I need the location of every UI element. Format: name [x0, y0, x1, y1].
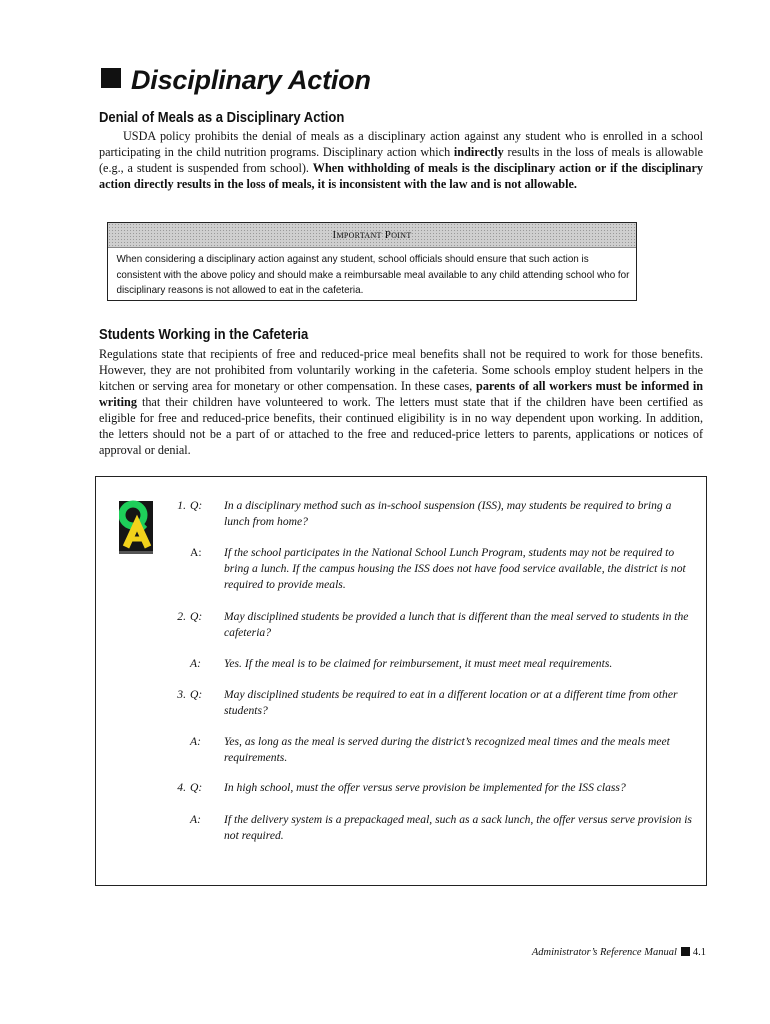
denial-of-meals-paragraph: USDA policy prohibits the denial of meals as a disciplinary action against any student who is enrolled in a school participating in the child nutrition programs. Disciplinary action which indirectly results in the loss of meals is allowable (e.g., a student is suspended from school). When withholding of meals is the disciplinary action or if the disciplinary action directly results in the loss of meals, it is inconsistent with the law and is not allowable.: [99, 129, 703, 191]
important-point-text: When considering a disciplinary action against any student, school officials should ensure that such action is consistent with the above policy and should make a reimbursable meal available to any child attending school who for disciplinary reasons is not allowed to eat in the cafeteria.: [116, 253, 630, 296]
page-footer: Administrator’s Reference Manual 4.1: [531, 947, 706, 958]
important-point-box: [107, 222, 637, 301]
students-working-paragraph: Regulations state that recipients of free and reduced-price meal benefits shall not be required to work for those benefits. However, they are not prohibited from voluntarily working in the cafeteria. Some schools employ student helpers in the kitchen or serving area for monetary or other compensation. In these cases, parents of all workers must be informed in writing that their children have volunteered to work. The letters must state that if the children have been certified as eligible for free and reduced-price benefits, their continued eligibility is in no way dependent upon working. In addition, the letters should not be a part of or attached to the free and reduced-price letters to parents, applications or notices of approval or denial.: [99, 347, 703, 457]
section-heading-denial-of-meals: Denial of Meals as a Disciplinary Action: [99, 110, 345, 126]
qa-logo-icon: [119, 497, 155, 560]
page-title: Disciplinary Action: [101, 62, 371, 98]
section-heading-students-working: Students Working in the Cafeteria: [99, 327, 309, 343]
square-bullet-icon: [681, 947, 690, 956]
square-bullet-icon: [101, 68, 121, 88]
important-point-heading: Important Point: [108, 223, 636, 248]
